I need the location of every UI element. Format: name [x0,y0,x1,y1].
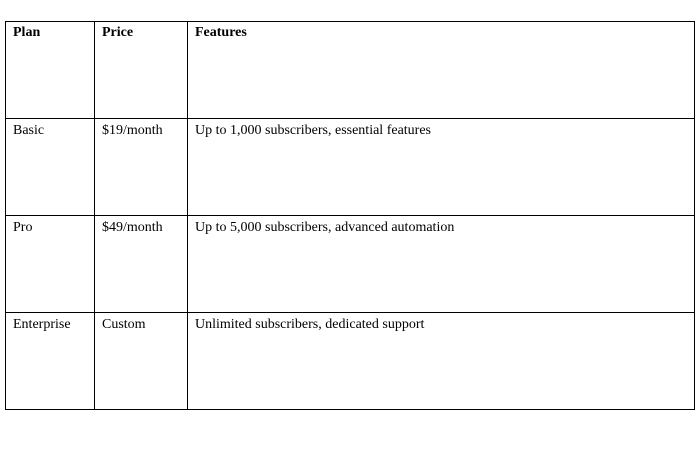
header-features: Features [188,22,695,119]
cell-features: Up to 1,000 subscribers, essential features [188,119,695,216]
header-row [6,22,695,119]
header-price: Price [95,22,188,119]
header-plan: Plan [6,22,95,119]
table-row [6,216,695,313]
table-row [6,119,695,216]
cell-plan: Enterprise [6,313,95,410]
cell-price: Custom [95,313,188,410]
table-body [6,119,695,410]
cell-features: Unlimited subscribers, dedicated support [188,313,695,410]
pricing-table [5,21,695,410]
cell-price: $49/month [95,216,188,313]
cell-plan: Pro [6,216,95,313]
table-row [6,313,695,410]
cell-features: Up to 5,000 subscribers, advanced automation [188,216,695,313]
cell-price: $19/month [95,119,188,216]
cell-plan: Basic [6,119,95,216]
table-header [6,22,695,119]
